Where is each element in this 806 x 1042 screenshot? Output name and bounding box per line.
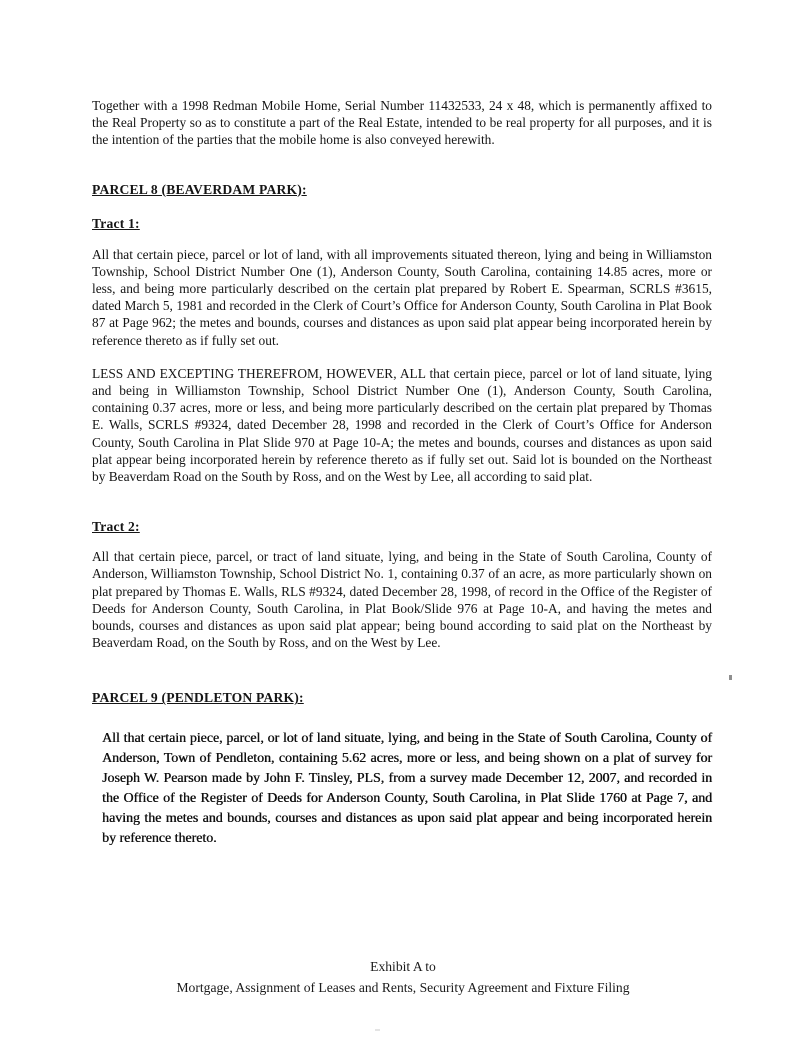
tract-2-paragraph: All that certain piece, parcel, or tract of land situate, lying, and being in the State of South Carolina, County of Anderson, Williamston Township, School District No. 1, containing 0.37 of an acre, as more particularly shown on plat prepared by Thomas E. Walls, RLS #9324, dated December 28, 1998, of record in the Office of the Register of Deeds for Anderson County, South Carolina, in Plat Book/Slide 976 at Page 10-A, and having the metes and bounds, courses and distances as upon said plat appear; being bound according to said plat on the Northeast by Beaverdam Road, on the South by Ross, and on the West by Lee. xyxy=(92,549,712,651)
parcel-9-paragraph: All that certain piece, parcel, or lot of land situate, lying, and being in the State of South Carolina, County of Anderson, Town of Pendleton, containing 5.62 acres, more or less, and being shown on a plat of survey for Joseph W. Pearson made by John F. Tinsley, PLS, from a survey made December 12, 2007, and recorded in the Office of the Register of Deeds for Anderson County, South Carolina, in Plat Slide 1760 at Page 7, and having the metes and bounds, courses and distances as upon said plat appear and being incorporated herein by reference thereto. xyxy=(102,731,712,847)
footer-title-line: Mortgage, Assignment of Leases and Rents, Security Agreement and Fixture Filing xyxy=(176,980,630,995)
intro-paragraph: Together with a 1998 Redman Mobile Home, Serial Number 11432533, 24 x 48, which is permanently affixed to the Real Property so as to constitute a part of the Real Estate, intended to be real property for all purposes, and it is the intention of the parties that the mobile home is also conveyed herewith. xyxy=(92,98,712,148)
parcel-9-heading: PARCEL 9 (PENDLETON PARK): xyxy=(92,690,304,706)
footer-exhibit-line: Exhibit A to xyxy=(370,959,436,974)
page-footer xyxy=(0,956,806,998)
scan-speck xyxy=(729,675,732,680)
tract-1-heading: Tract 1: xyxy=(92,215,140,231)
tract-1-paragraph-2: LESS AND EXCEPTING THEREFROM, HOWEVER, ALL that certain piece, parcel or lot of land situate, lying and being in Williamston Township, School District Number One (1), Anderson County, South Carolina, containing 0.37 acres, more or less, and being more particularly described on the certain plat prepared by Thomas E. Walls, SCRLS #9324, dated December 28, 1998 and recorded in the Clerk of Court’s Office for Anderson County, South Carolina in Plat Slide 970 at Page 10-A; the metes and bounds, courses and distances as upon said plat appear being incorporated herein by reference thereto as if fully set out. Said lot is bounded on the Northeast by Beaverdam Road on the South by Ross, and on the West by Lee, all according to said plat. xyxy=(92,365,712,485)
tract-1-paragraph-1: All that certain piece, parcel or lot of land, with all improvements situated thereon, lying and being in Williamston Township, School District Number One (1), Anderson County, South Carolina, containing 14.85 acres, more or less, and being more particularly described on the certain plat prepared by Robert E. Spearman, SCRLS #3615, dated March 5, 1981 and recorded in the Clerk of Court’s Office for Anderson County, South Carolina in Plat Book 87 at Page 962; the metes and bounds, courses and distances as upon said plat appear being incorporated herein by reference thereto as if fully set out. xyxy=(92,246,712,348)
tract-2-heading: Tract 2: xyxy=(92,519,140,535)
parcel-8-heading: PARCEL 8 (BEAVERDAM PARK): xyxy=(92,181,307,197)
scan-mark xyxy=(375,1029,380,1031)
document-body xyxy=(92,97,712,849)
